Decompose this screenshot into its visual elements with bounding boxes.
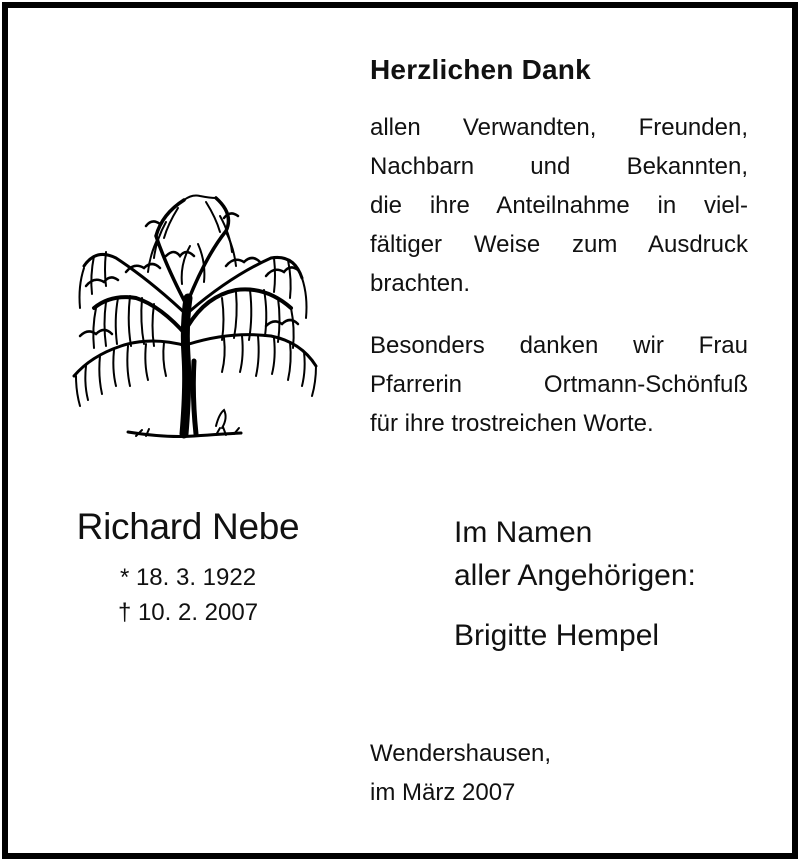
- thanks-line: brachten.: [370, 270, 471, 297]
- special-line: Pfarrerin Ortmann-Schönfuß: [370, 371, 748, 398]
- life-dates: [8, 560, 368, 630]
- place-line: Wendershausen,: [370, 740, 552, 767]
- special-line: für ihre trostreichen Worte.: [370, 410, 654, 437]
- place-and-date: [370, 734, 551, 812]
- notice-heading: Herzlichen Dank: [370, 54, 591, 85]
- on-behalf-text: [454, 511, 696, 597]
- death-date: † 10. 2. 2007: [117, 599, 259, 626]
- date-line: im März 2007: [370, 779, 516, 806]
- thanks-line: allen Verwandten, Freunden,: [370, 114, 748, 141]
- signer-name: Brigitte Hempel: [454, 619, 660, 652]
- behalf-line: aller Angehörigen:: [454, 559, 696, 592]
- obituary-notice: [2, 2, 798, 859]
- thanks-text: [370, 108, 748, 303]
- thanks-line: Nachbarn und Bekannten,: [370, 153, 748, 180]
- weeping-willow-tree-icon: [66, 186, 321, 448]
- birth-date: * 18. 3. 1922: [119, 564, 257, 591]
- behalf-line: Im Namen: [454, 516, 593, 549]
- thanks-line: die ihre Anteilnahme in viel-: [370, 192, 748, 219]
- thanks-line: fältiger Weise zum Ausdruck: [370, 231, 748, 258]
- special-thanks-text: [370, 326, 748, 443]
- deceased-name: Richard Nebe: [76, 506, 300, 547]
- special-line: Besonders danken wir Frau: [370, 332, 748, 359]
